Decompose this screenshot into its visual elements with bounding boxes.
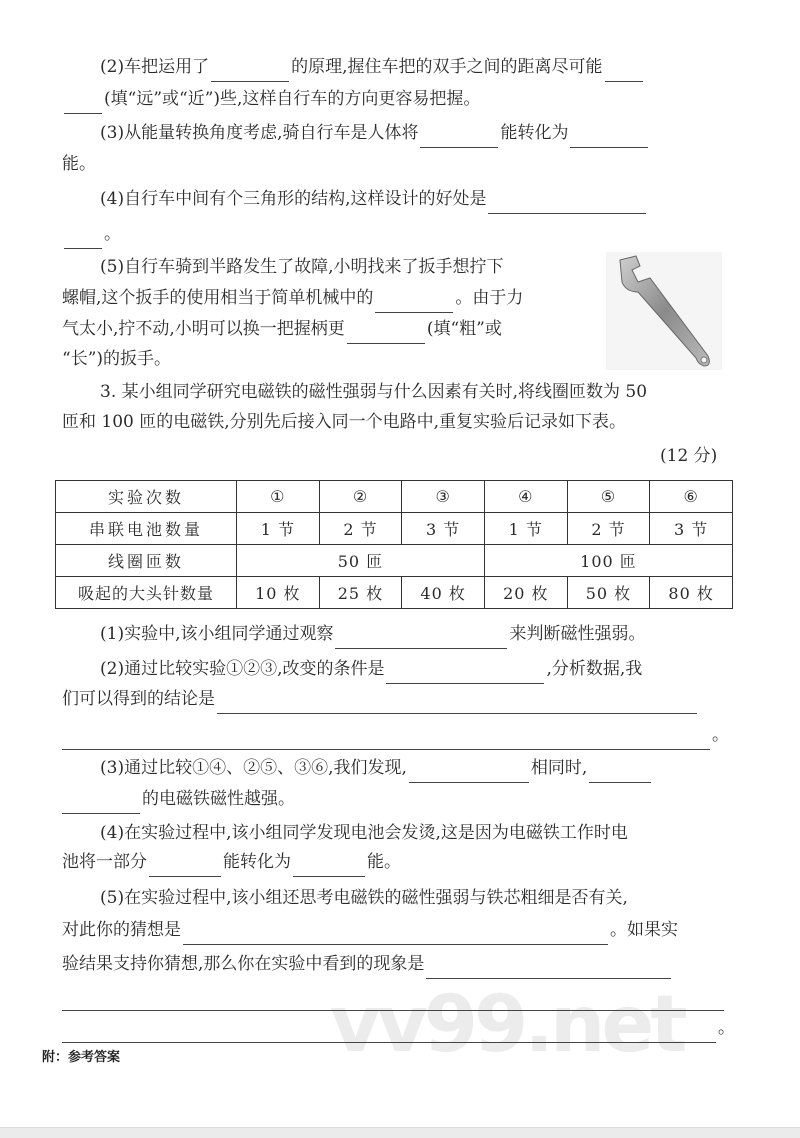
answer-blank[interactable]: [293, 854, 365, 877]
table-cell: 2 节: [567, 513, 650, 545]
text: ,分析数据,我: [546, 659, 643, 679]
answer-blank[interactable]: [589, 760, 651, 783]
q2-part2-line1: [100, 52, 645, 82]
answer-blank[interactable]: [335, 626, 507, 649]
answer-blank[interactable]: [409, 760, 529, 783]
table-cell: ①: [237, 481, 320, 513]
table-cell: ⑤: [567, 481, 650, 513]
text: (4)自行车中间有个三角形的结构,这样设计的好处是: [100, 189, 487, 209]
table-cell: 20 枚: [484, 577, 567, 609]
table-cell: ③: [402, 481, 485, 513]
q3-part5-line4: [62, 981, 726, 1011]
answer-blank[interactable]: [426, 956, 671, 979]
answer-blank[interactable]: [386, 661, 544, 684]
wrench-image: [606, 252, 722, 370]
table-cell: 50 匝: [237, 545, 485, 577]
text: (3)从能量转换角度考虑,骑自行车是人体将: [100, 123, 419, 143]
text: (2)通过比较实验①②③,改变的条件是: [100, 659, 385, 679]
table-header-cell: 线圈匝数: [56, 545, 237, 577]
q3-part2-line3: [62, 720, 729, 750]
q2-part3-line1: [100, 118, 650, 148]
answer-blank[interactable]: [62, 988, 724, 1011]
answer-blank[interactable]: [217, 691, 697, 714]
q3-part2-line1: [100, 654, 642, 684]
text: 。如果实: [610, 920, 678, 940]
answer-blank[interactable]: [183, 922, 608, 945]
text: 能转化为: [500, 123, 569, 143]
answer-blank[interactable]: [64, 91, 102, 114]
text: (2)车把运用了: [100, 57, 210, 77]
table-cell: 3 节: [402, 513, 485, 545]
text: 。: [718, 1018, 735, 1038]
table-row: [56, 481, 733, 513]
text: 螺帽,这个扳手的使用相当于简单机械中的: [62, 288, 374, 308]
answer-blank[interactable]: [211, 59, 289, 82]
answer-blank[interactable]: [605, 59, 643, 82]
table-cell: 25 枚: [319, 577, 402, 609]
q2-part4-line1: [100, 184, 648, 214]
table-cell: 100 匝: [484, 545, 732, 577]
q3-part5-line1: [100, 883, 628, 913]
q2-part5-line1: [100, 252, 503, 282]
table-row: [56, 545, 733, 577]
table-cell: ⑥: [650, 481, 733, 513]
table-header-cell: 实验次数: [56, 481, 237, 513]
q2-part5-line2: [62, 283, 523, 313]
answer-blank[interactable]: [375, 290, 453, 313]
text: (填“远”或“近”)些,这样自行车的方向更容易把握。: [104, 89, 481, 109]
text: “长”)的扳手。: [62, 349, 172, 369]
table-cell: ②: [319, 481, 402, 513]
answer-blank[interactable]: [420, 125, 498, 148]
q2-part5-line3: [62, 314, 502, 344]
table-header-cell: 吸起的大头针数量: [56, 577, 237, 609]
text: 池将一部分: [62, 852, 147, 872]
answer-blank[interactable]: [64, 226, 102, 249]
q2-part3-line2: [62, 149, 96, 179]
table-row: [56, 577, 733, 609]
q3-part5-line5: [62, 1013, 735, 1043]
text: 。: [104, 224, 121, 244]
answer-blank[interactable]: [570, 125, 648, 148]
text: 。由于力: [455, 288, 524, 308]
table-cell: 10 枚: [237, 577, 320, 609]
table-cell: 1 节: [484, 513, 567, 545]
q3-intro-line2: [62, 407, 626, 437]
answer-blank[interactable]: [347, 321, 425, 344]
answer-blank[interactable]: [62, 791, 140, 814]
q3-part4-line1: [100, 818, 628, 848]
text: 相同时,: [530, 758, 588, 778]
answer-blank[interactable]: [62, 1020, 716, 1043]
experiment-table: [55, 480, 733, 609]
table-header-cell: 串联电池数量: [56, 513, 237, 545]
text: 能。: [62, 154, 96, 174]
table-cell: 50 枚: [567, 577, 650, 609]
q3-intro-line1: [100, 377, 647, 407]
q3-part5-line2: [62, 915, 678, 945]
text: (1)实验中,该小组同学通过观察: [100, 624, 334, 644]
text: 3. 某小组同学研究电磁铁的磁性强弱与什么因素有关时,将线圈匝数为 50: [100, 382, 648, 402]
text: (3)通过比较①④、②⑤、③⑥,我们发现,: [100, 758, 407, 778]
text: 气太小,拧不动,小明可以换一把握柄更: [62, 319, 345, 339]
q3-part4-line2: [62, 847, 401, 877]
q2-part5-line4: [62, 344, 171, 374]
table-cell: 80 枚: [650, 577, 733, 609]
text: 对此你的猜想是: [62, 920, 181, 940]
q3-part1: [100, 619, 645, 649]
text: 的电磁铁磁性越强。: [142, 789, 295, 809]
text: 匝和 100 匝的电磁铁,分别先后接入同一个电路中,重复实验后记录如下表。: [62, 412, 627, 432]
table-cell: 1 节: [237, 513, 320, 545]
watermark: vv99.net: [330, 980, 684, 1070]
text: 们可以得到的结论是: [62, 689, 215, 709]
q3-score: [660, 441, 717, 471]
answer-blank[interactable]: [488, 191, 646, 214]
q2-part2-line2: [62, 84, 480, 114]
q3-part3-line1: [100, 753, 653, 783]
text: 的原理,握住车把的双手之间的距离尽可能: [291, 57, 603, 77]
text: 。: [712, 725, 729, 745]
text: (填“粗”或: [426, 319, 502, 339]
q3-part3-line2: [62, 784, 295, 814]
table-row: [56, 513, 733, 545]
footer-answers-label: 附：参考答案: [42, 1050, 121, 1065]
text: 来判断磁性强弱。: [509, 624, 646, 644]
q2-part4-line2: [62, 219, 121, 249]
q3-part5-line3: [62, 949, 673, 979]
table-cell: 40 枚: [402, 577, 485, 609]
table-cell: ④: [484, 481, 567, 513]
answer-blank[interactable]: [62, 727, 710, 750]
table-cell: 3 节: [650, 513, 733, 545]
text: (5)在实验过程中,该小组还思考电磁铁的磁性强弱与铁芯粗细是否有关,: [100, 888, 628, 908]
text: (5)自行车骑到半路发生了故障,小明找来了扳手想拧下: [100, 257, 504, 277]
page-bottom-band: [0, 1127, 800, 1138]
answer-blank[interactable]: [149, 854, 221, 877]
q3-part2-line2: [62, 684, 699, 714]
text: 能。: [367, 852, 401, 872]
table-cell: 2 节: [319, 513, 402, 545]
text: 能转化为: [223, 852, 291, 872]
text: (4)在实验过程中,该小组同学发现电池会发烫,这是因为电磁铁工作时电: [100, 823, 628, 843]
text: 验结果支持你猜想,那么你在实验中看到的现象是: [62, 954, 425, 974]
text: (12 分): [660, 446, 718, 466]
